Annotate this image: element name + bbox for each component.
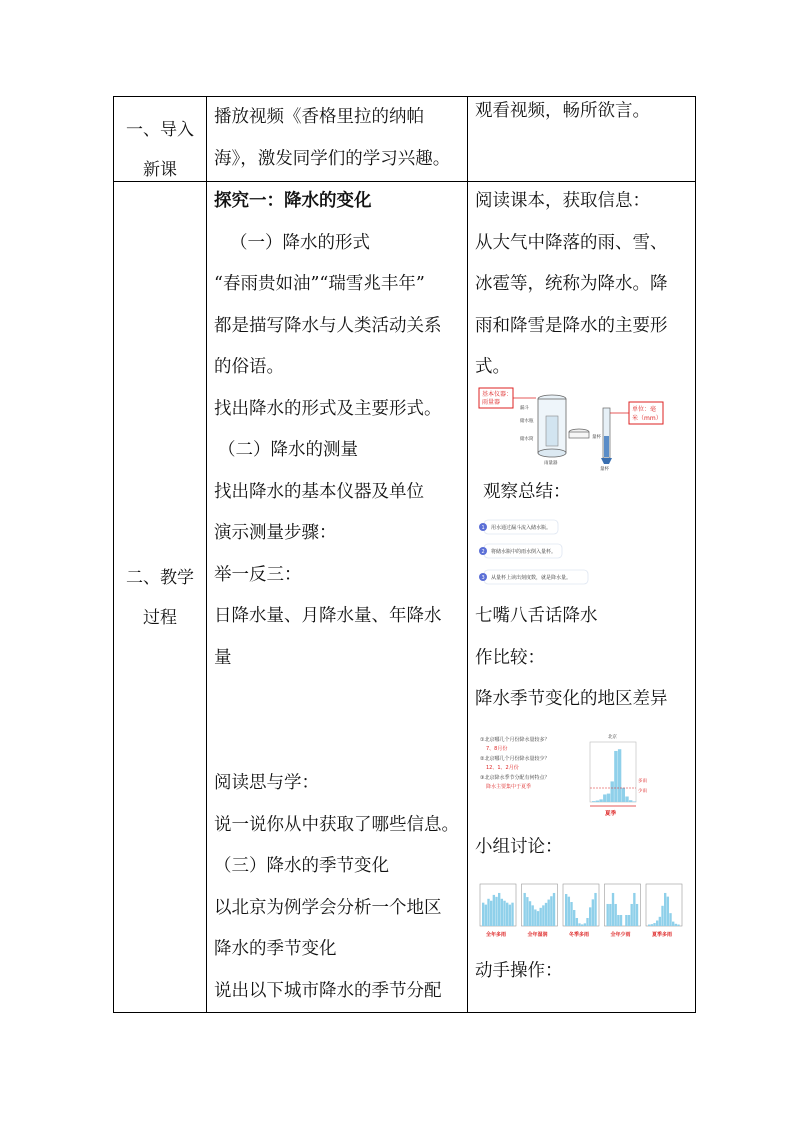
table-border-bottom [113,1012,696,1013]
proverb-line: “春雨贵如油”“瑞雪兆丰年” [214,274,425,294]
row1-student-line1: 观看视频，畅所欲言。 [475,101,650,121]
precip-types-1: 日降水量、月降水量、年降水 [214,606,442,626]
small-chart-3-bar-8 [584,923,586,926]
beijing-tag-dry: 少雨 [638,789,647,794]
read-textbook: 阅读课本，获取信息： [475,191,650,211]
small-chart-3-bar-7 [581,924,583,926]
climate-charts-figure [476,880,686,942]
step-2-number: 2 [481,549,485,555]
small-chart-2-bar-8 [542,905,544,926]
small-chart-3-bar-2 [568,897,570,926]
small-chart-5-bar-3 [653,923,655,926]
column-divider-1 [206,96,207,1013]
small-chart-3-bar-3 [570,902,572,926]
proverb-desc-2: 的俗语。 [214,357,284,377]
column-divider-2 [467,96,468,1013]
read-think: 阅读思与学： [214,773,319,793]
small-chart-1-bar-8 [501,899,503,926]
small-chart-1-bar-10 [506,903,508,926]
small-chart-2-bar-2 [526,897,528,926]
instrument-label-2: 雨量器 [482,399,501,406]
beijing-bar-4 [603,794,606,802]
small-chart-4-bar-1 [607,904,609,926]
task-instrument: 找出降水的基本仪器及单位 [214,481,424,502]
small-chart-4-bar-6 [620,915,622,926]
precip-def-3: 雨和降雪是降水的主要形 [475,315,668,336]
observe-summary-cell [483,472,571,514]
beijing-bar-8 [618,749,621,802]
row2-student-cell-a [475,181,668,389]
small-chart-4-bar-12 [636,904,638,926]
discuss-precip: 七嘴八舌话降水 [475,606,598,626]
small-chart-5-bar-9 [669,913,671,926]
beijing-a2: 12、1、2月份 [486,765,519,771]
beijing-bar-11 [629,800,632,802]
task-extend: 举一反三： [214,564,302,585]
step-1-text: 用水通过漏斗流入储水瓶。 [491,525,552,531]
small-chart-5-bar-1 [648,925,650,926]
small-chart-5-bar-10 [672,922,674,926]
small-chart-2-bar-3 [529,901,531,926]
step-3-text: 从量杯上读出刻度数，就是降水量。 [491,575,572,581]
lesson-table [113,96,696,1013]
small-chart-4-bar-9 [628,915,630,926]
small-chart-2-bar-12 [553,893,555,926]
row1-teacher-line2: 海》，激发同学们的学习兴趣。 [214,148,451,169]
task-forms: 找出降水的形式及主要形式。 [214,398,442,419]
part-funnel: 漏斗 [520,406,529,411]
beijing-bar-3 [599,799,602,802]
row2-teacher-cell-a [214,181,442,679]
small-chart-3-bar-6 [578,923,580,926]
small-chart-5-bar-6 [661,906,663,926]
cup-caption: 量杯 [600,467,609,472]
small-chart-1-bar-6 [495,897,497,926]
hands-on: 动手操作： [475,961,563,981]
beijing-bar-6 [611,781,614,802]
small-chart-1-bar-1 [482,903,484,926]
instrument-label: 基本仪器： [482,391,513,398]
beijing-bar-9 [622,788,625,802]
measuring-cup-water [604,436,609,457]
beijing-bar-7 [614,751,617,802]
regional-diff: 降水季节变化的地区差异 [475,689,668,709]
beijing-bar-2 [596,801,599,802]
small-chart-5-bar-7 [664,893,666,926]
row1-stage-line1: 一、导入 [126,120,194,140]
small-chart-1-bar-4 [490,901,492,926]
small-chart-1-bar-12 [511,903,513,926]
precip-def-1: 从大气中降落的雨、雪、 [475,232,668,253]
beijing-a1: 7、8月份 [486,746,508,752]
small-chart-5-bar-5 [659,917,661,926]
small-chart-2-bar-6 [537,911,539,926]
step-1-number: 1 [481,525,485,531]
beijing-season-label: 夏季 [605,811,617,817]
gauge-bottom [538,449,566,457]
small-chart-label-5: 夏季多雨 [652,932,673,938]
small-chart-2-bar-10 [548,900,550,926]
row1-stage-cell [114,110,206,190]
small-chart-3-bar-9 [586,918,588,926]
proverb-desc-1: 都是描写降水与人类活动关系 [214,315,442,336]
measuring-cup-base [601,458,612,464]
small-chart-3-bar-4 [573,910,575,926]
table-border-right [695,96,696,1013]
beijing-bar-10 [625,796,628,802]
small-chart-5-bar-11 [675,924,677,926]
group-discuss: 小组讨论： [475,837,563,857]
small-chart-3-bar-10 [589,907,591,926]
hands-on-cell [475,951,563,993]
beijing-figure [478,730,668,818]
task-demo: 演示测量步骤： [214,523,337,543]
table-border-left [113,96,114,1013]
small-chart-5-bar-12 [677,925,679,926]
small-chart-label-2: 全年湿润 [527,932,548,938]
beijing-a3: 降水主要集中于夏季 [486,784,532,790]
step-3-number: 3 [481,575,485,581]
beijing-q3: ③北京降水季节分配有何特点？ [480,775,550,781]
beijing-tag-wet: 多雨 [638,779,647,784]
beijing-bar-5 [607,794,610,802]
gauge-caption: 雨量器 [544,461,558,466]
beijing-q1: ①北京哪几个月份降水量较多？ [480,737,550,743]
small-chart-2-bar-1 [524,893,526,926]
beijing-bar-12 [633,801,636,802]
section-heading: 探究一：降水的变化 [214,191,372,211]
small-chart-5-bar-2 [651,924,653,926]
small-chart-4-bar-10 [631,904,633,926]
rain-gauge-figure [478,386,674,472]
small-chart-1-bar-2 [485,905,487,926]
small-chart-4-bar-8 [625,915,627,926]
small-chart-3-bar-11 [592,899,594,926]
small-chart-5-bar-8 [667,897,669,926]
beijing-bar-1 [592,801,595,802]
precip-types-2: 量 [214,647,232,668]
part-bottle: 储水瓶 [520,419,534,424]
row1-student-cell [475,91,650,133]
small-chart-1-bar-7 [498,893,500,926]
cities-seasonal: 说出以下城市降水的季节分配 [214,980,442,1001]
small-chart-1-bar-3 [487,899,489,926]
part-tank: 储水筒 [520,437,534,442]
small-chart-4-bar-2 [609,904,611,926]
row2-teacher-cell-b [214,763,459,1012]
beijing-example-1: 以北京为例学会分析一个地区 [214,897,442,918]
small-chart-2-bar-9 [545,903,547,926]
beijing-example-2: 降水的季节变化 [214,939,337,959]
row1-teacher-cell [214,97,450,180]
observe-summary: 观察总结： [483,482,571,502]
precip-def-2: 冰雹等，统称为降水。降 [475,274,668,294]
small-chart-3-bar-5 [576,918,578,926]
gauge-inner-bottle [546,416,558,446]
row1-teacher-line1: 播放视频《香格里拉的纳帕 [214,107,424,127]
small-chart-5-bar-4 [656,920,658,926]
subsection-measure: （二）降水的测量 [218,440,358,460]
step-2-text: 将储水瓶中的雨水倒入量杯。 [491,549,557,555]
row2-student-cell-b [475,596,668,721]
small-chart-2-bar-11 [550,896,552,926]
small-chart-3-bar-1 [565,894,567,926]
row1-stage-line2: 新课 [143,160,177,180]
small-chart-2-bar-7 [540,908,542,926]
measure-steps-figure [478,518,598,590]
subsection-forms: （一）降水的形式 [230,232,370,253]
small-chart-3-bar-12 [594,893,596,926]
subsection-seasonal: （三）降水的季节变化 [214,856,389,876]
unit-label: 单位：毫 [632,406,657,413]
row2-stage-line2: 过程 [143,608,177,628]
small-chart-2-bar-5 [534,909,536,926]
group-discuss-cell [475,827,563,869]
small-chart-1-bar-9 [503,901,505,926]
say-info: 说一说你从中获取了哪些信息。 [214,814,459,835]
small-chart-4-bar-5 [617,915,619,926]
row2-stage-cell [114,558,206,638]
compare: 作比较： [475,647,545,668]
row2-stage-line1: 二、教学 [126,568,194,588]
beijing-q2: ②北京哪几个月份降水量较少？ [480,756,550,762]
part-cup: 量杯 [592,435,601,440]
small-chart-1-bar-5 [493,895,495,926]
beijing-chart-title: 北京 [608,735,617,740]
precip-def-4: 式。 [475,357,510,377]
small-chart-4-bar-4 [615,904,617,926]
unit-label-2: 米（mm） [632,415,662,422]
small-chart-2-bar-4 [532,905,534,926]
small-chart-label-3: 冬季多雨 [569,932,590,938]
small-chart-1-bar-11 [509,905,511,926]
small-chart-4-bar-11 [633,893,635,926]
lid-body [569,432,589,438]
small-chart-label-4: 全年少雨 [610,932,631,938]
small-chart-4-bar-3 [612,893,614,926]
small-chart-label-1: 全年多雨 [486,932,507,938]
small-charts-group [480,884,682,938]
